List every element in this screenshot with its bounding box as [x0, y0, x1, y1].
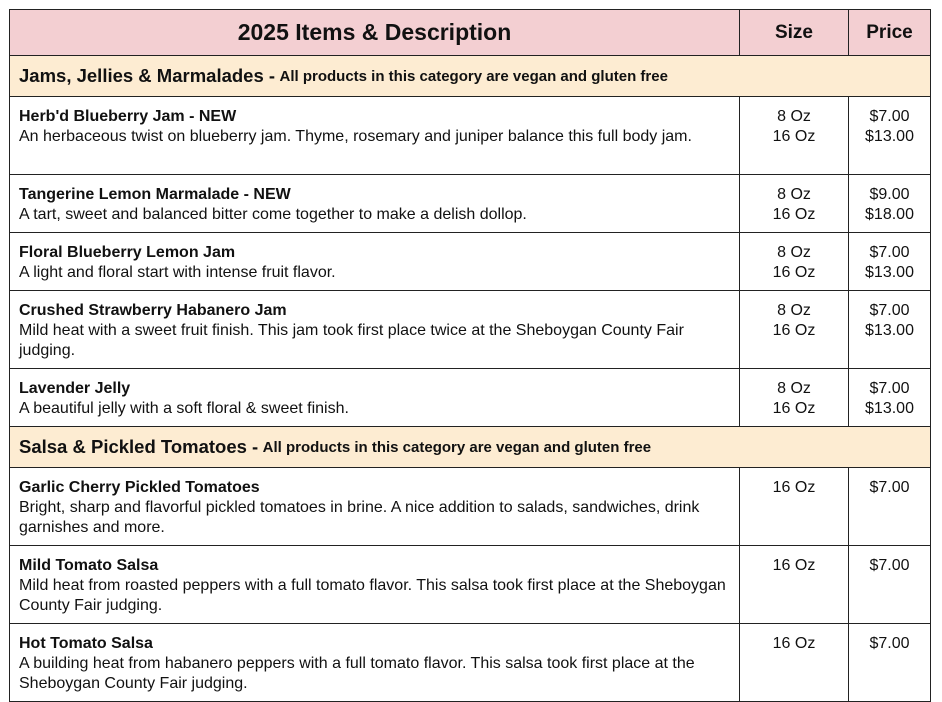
table-row	[10, 624, 931, 702]
item-size: 8 Oz	[777, 244, 811, 261]
category-name: Salsa & Pickled Tomatoes -	[19, 436, 259, 457]
item-name: Floral Blueberry Lemon Jam	[19, 244, 236, 261]
header-title: 2025 Items & Description	[237, 19, 512, 45]
category-row-salsa	[10, 427, 931, 468]
item-price: $7.00	[869, 635, 910, 652]
category-name: Jams, Jellies & Marmalades -	[19, 65, 276, 86]
item-size: 8 Oz	[777, 186, 811, 203]
category-row-jams	[10, 56, 931, 97]
header-items-cell	[10, 10, 740, 56]
item-price-cell	[849, 233, 931, 291]
item-size: 16 Oz	[772, 635, 816, 652]
item-description: A light and floral start with intense fruit flavor.	[19, 264, 336, 281]
item-description-cell	[10, 546, 740, 624]
item-description-cell	[10, 175, 740, 233]
item-price-cell	[849, 468, 931, 546]
product-table	[9, 9, 931, 702]
item-price-cell	[849, 175, 931, 233]
item-price: $7.00	[869, 380, 910, 397]
header-price-cell	[849, 10, 931, 56]
table-header	[10, 10, 931, 56]
table-row	[10, 291, 931, 369]
item-size-cell	[740, 546, 849, 624]
item-size-cell	[740, 291, 849, 369]
table-row	[10, 233, 931, 291]
item-price: $13.00	[865, 128, 914, 145]
item-price: $7.00	[869, 108, 910, 125]
item-price: $13.00	[865, 400, 914, 417]
item-price-cell	[849, 369, 931, 427]
item-description-cell	[10, 468, 740, 546]
item-size: 16 Oz	[772, 264, 816, 281]
item-name: Crushed Strawberry Habanero Jam	[19, 302, 287, 319]
item-price: $7.00	[869, 557, 910, 574]
item-name: Herb'd Blueberry Jam - NEW	[19, 108, 237, 125]
item-price: $18.00	[865, 206, 914, 223]
item-size-cell	[740, 624, 849, 702]
table-row	[10, 546, 931, 624]
item-description: A building heat from habanero peppers with a full tomato flavor. This salsa took first place at the Sheboygan County Fair judging.	[19, 655, 695, 692]
item-size: 8 Oz	[777, 108, 811, 125]
item-name: Tangerine Lemon Marmalade - NEW	[19, 186, 291, 203]
item-size-cell	[740, 468, 849, 546]
item-price: $13.00	[865, 264, 914, 281]
item-price: $7.00	[869, 479, 910, 496]
item-name: Garlic Cherry Pickled Tomatoes	[19, 479, 260, 496]
table-row	[10, 175, 931, 233]
item-name: Lavender Jelly	[19, 380, 131, 397]
item-price-cell	[849, 546, 931, 624]
item-description: Bright, sharp and flavorful pickled tomatoes in brine. A nice addition to salads, sandwiches, drink garnishes and more.	[19, 499, 700, 536]
item-description: A tart, sweet and balanced bitter come together to make a delish dollop.	[19, 206, 527, 223]
category-note: All products in this category are vegan and gluten free	[262, 438, 652, 456]
item-description-cell	[10, 233, 740, 291]
item-size: 16 Oz	[772, 479, 816, 496]
item-size: 8 Oz	[777, 302, 811, 319]
item-description: Mild heat with a sweet fruit finish. This jam took first place twice at the Sheboygan County Fair judging.	[19, 322, 684, 359]
item-price-cell	[849, 624, 931, 702]
item-size: 16 Oz	[772, 557, 816, 574]
item-size: 16 Oz	[772, 322, 816, 339]
item-price-cell	[849, 97, 931, 175]
item-price: $7.00	[869, 302, 910, 319]
item-description: Mild heat from roasted peppers with a full tomato flavor. This salsa took first place at the Sheboygan County Fair judging.	[19, 577, 726, 614]
item-name: Hot Tomato Salsa	[19, 635, 153, 652]
item-description-cell	[10, 624, 740, 702]
header-size: Size	[774, 21, 814, 43]
table-row	[10, 369, 931, 427]
item-price: $9.00	[869, 186, 910, 203]
item-size: 16 Oz	[772, 400, 816, 417]
item-size: 8 Oz	[777, 380, 811, 397]
item-description-cell	[10, 97, 740, 175]
item-size-cell	[740, 175, 849, 233]
item-price: $7.00	[869, 244, 910, 261]
header-price: Price	[866, 21, 913, 43]
item-size-cell	[740, 233, 849, 291]
table-row	[10, 97, 931, 175]
item-description: A beautiful jelly with a soft floral & sweet finish.	[19, 400, 349, 417]
item-description-cell	[10, 369, 740, 427]
header-size-cell	[740, 10, 849, 56]
category-note: All products in this category are vegan and gluten free	[279, 67, 668, 85]
item-name: Mild Tomato Salsa	[19, 557, 159, 574]
item-description: An herbaceous twist on blueberry jam. Thyme, rosemary and juniper balance this full body jam.	[19, 128, 692, 145]
item-size: 16 Oz	[772, 128, 816, 145]
item-description-cell	[10, 291, 740, 369]
item-size: 16 Oz	[772, 206, 816, 223]
item-price-cell	[849, 291, 931, 369]
table-row	[10, 468, 931, 546]
item-price: $13.00	[865, 322, 914, 339]
item-size-cell	[740, 369, 849, 427]
item-size-cell	[740, 97, 849, 175]
